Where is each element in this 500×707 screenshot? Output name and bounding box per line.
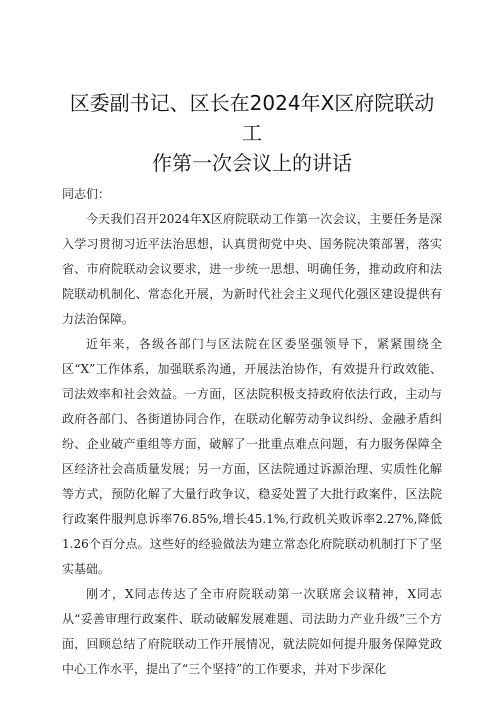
title-line-2: 作第一次会议上的讲话 [152, 151, 352, 175]
paragraph-1: 今天我们召开2024年X区府院联动工作第一次会议，主要任务是深入学习贯彻习近平法治思想，认真贯彻党中央、国务院决策部署，落实省、市府院联动会议要求，进一步统一思想、明确任务，推动政府和法院联动机制化、常态化开展，为新时代社会主义现代化强区建设提供有力法治保障。 [62, 212, 442, 326]
document-title [62, 88, 442, 178]
paragraph-2: 近年来，各级各部门与区法院在区委坚强领导下，紧紧围绕全区“X”工作体系，加强联系沟通，开展法治协作，有效提升行政效能、司法效率和社会效益。一方面，区法院积极支持政府依法行政，主动与政府各部门、各街道协同合作，在联动化解劳动争议纠纷、金融矛盾纠纷、企业破产重组等方面，破解了一批重点难点问题，有力服务保障全区经济社会高质量发展；另一方面，区法院通过诉源治理、实质性化解等方式，预防化解了大量行政争议，稳妥处置了大批行政案件，区法院行政案件服判息诉率76.85%,增长45.1%,行政机关败诉率2.27%,降低1.26个百分点。这些好的经验做法为建立常态化府院联动机制打下了坚实基础。 [62, 337, 442, 576]
salutation: 同志们： [62, 187, 111, 201]
title-line-1: 区委副书记、区长在2024年X区府院联动工 [69, 91, 435, 145]
paragraph-3: 刚才，X同志传达了全市府院联动第一次联席会议精神，X同志从“妥善审理行政案件、联动破解发展难题、司法助力产业升级”三个方面，回顾总结了府院联动工作开展情况，就法院如何提升服务保障党政中心工作水平，提出了“三个坚持”的工作要求，并对下步深化 [62, 587, 442, 676]
